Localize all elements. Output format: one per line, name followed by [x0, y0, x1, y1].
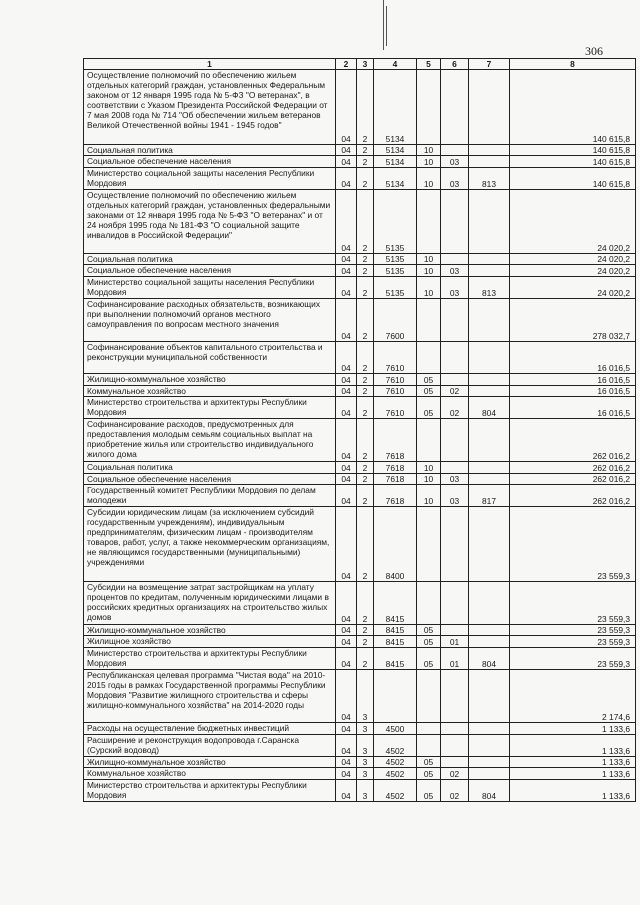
- row-code-cell: 04: [336, 341, 357, 374]
- row-sum-cell: 24 020,2: [510, 265, 636, 277]
- table-row: [84, 779, 636, 801]
- row-code-cell: 2: [357, 298, 374, 341]
- row-code-cell: [441, 253, 469, 265]
- row-code-cell: [441, 419, 469, 462]
- row-code-cell: 4502: [374, 734, 417, 756]
- row-code-cell: 7610: [374, 374, 417, 386]
- row-code-cell: 04: [336, 507, 357, 582]
- row-sum-cell: 2 174,6: [510, 669, 636, 723]
- row-code-cell: 7610: [374, 397, 417, 419]
- row-code-cell: [441, 374, 469, 386]
- row-code-cell: [417, 189, 441, 253]
- row-sum-cell: 262 016,2: [510, 419, 636, 462]
- row-code-cell: 7618: [374, 485, 417, 507]
- row-code-cell: 5134: [374, 156, 417, 168]
- row-name-cell: Министерство социальной защиты населения Республики Мордовия: [84, 276, 336, 298]
- row-code-cell: 4502: [374, 768, 417, 780]
- row-code-cell: 3: [357, 734, 374, 756]
- row-code-cell: 04: [336, 397, 357, 419]
- row-code-cell: [469, 265, 510, 277]
- row-code-cell: [417, 669, 441, 723]
- row-code-cell: [374, 669, 417, 723]
- row-name-cell: Жилищно-коммунальное хозяйство: [84, 374, 336, 386]
- row-code-cell: 05: [417, 768, 441, 780]
- row-code-cell: 02: [441, 779, 469, 801]
- row-code-cell: [469, 156, 510, 168]
- row-code-cell: 10: [417, 265, 441, 277]
- table-row: [84, 156, 636, 168]
- row-code-cell: [469, 298, 510, 341]
- row-code-cell: 7618: [374, 462, 417, 474]
- row-code-cell: 05: [417, 374, 441, 386]
- row-code-cell: 8415: [374, 647, 417, 669]
- row-name-cell: Расширение и реконструкция водопровода г.Саранска (Сурский водовод): [84, 734, 336, 756]
- table-row: [84, 734, 636, 756]
- budget-table: [83, 58, 636, 802]
- row-code-cell: 05: [417, 397, 441, 419]
- row-code-cell: 03: [441, 276, 469, 298]
- row-code-cell: [469, 462, 510, 474]
- row-code-cell: 2: [357, 156, 374, 168]
- row-name-cell: Субсидии юридическим лицам (за исключением субсидий государственным учреждениям), индивидуальным предпринимателям, физическим лицам - производителям товаров, работ, услуг, а также некоммерческим организациям, не являющимся государственными (муниципальными) учреждениями: [84, 507, 336, 582]
- row-code-cell: 2: [357, 70, 374, 145]
- table-row: [84, 298, 636, 341]
- row-code-cell: 7600: [374, 298, 417, 341]
- row-code-cell: 10: [417, 253, 441, 265]
- row-code-cell: 04: [336, 253, 357, 265]
- row-code-cell: 5135: [374, 253, 417, 265]
- row-sum-cell: 23 559,3: [510, 507, 636, 582]
- row-code-cell: 2: [357, 485, 374, 507]
- row-code-cell: [441, 734, 469, 756]
- row-sum-cell: 1 133,6: [510, 756, 636, 768]
- row-code-cell: 04: [336, 669, 357, 723]
- row-sum-cell: 140 615,8: [510, 156, 636, 168]
- row-name-cell: Осуществление полномочий по обеспечению жильем отдельных категорий граждан, установленных Федеральным законом от 12 января 1995 года № 5-ФЗ "О ветеранах", в соответствии с Указом Президента Российской Федерации от 7 мая 2008 года № 714 "Об обеспечении жильем ветеранов Великой Отечественной войны 1941 - 1945 годов": [84, 70, 336, 145]
- row-code-cell: [469, 624, 510, 636]
- row-code-cell: 2: [357, 253, 374, 265]
- row-code-cell: [441, 341, 469, 374]
- row-code-cell: [469, 253, 510, 265]
- row-code-cell: [469, 756, 510, 768]
- table-row: [84, 144, 636, 156]
- row-code-cell: [417, 734, 441, 756]
- row-code-cell: [441, 581, 469, 624]
- row-sum-cell: 262 016,2: [510, 473, 636, 485]
- row-code-cell: 04: [336, 636, 357, 648]
- row-code-cell: 03: [441, 156, 469, 168]
- row-name-cell: Жилищно-коммунальное хозяйство: [84, 624, 336, 636]
- row-sum-cell: 24 020,2: [510, 189, 636, 253]
- row-code-cell: 04: [336, 156, 357, 168]
- row-sum-cell: 23 559,3: [510, 624, 636, 636]
- row-code-cell: 04: [336, 768, 357, 780]
- row-code-cell: 04: [336, 70, 357, 145]
- row-code-cell: 10: [417, 462, 441, 474]
- row-sum-cell: 1 133,6: [510, 779, 636, 801]
- row-code-cell: 2: [357, 647, 374, 669]
- row-code-cell: 5135: [374, 189, 417, 253]
- row-code-cell: 04: [336, 144, 357, 156]
- table-row: [84, 624, 636, 636]
- row-sum-cell: 23 559,3: [510, 636, 636, 648]
- row-sum-cell: 24 020,2: [510, 276, 636, 298]
- table-row: [84, 473, 636, 485]
- row-code-cell: 2: [357, 374, 374, 386]
- row-code-cell: 5134: [374, 70, 417, 145]
- row-code-cell: [417, 419, 441, 462]
- row-code-cell: 04: [336, 419, 357, 462]
- row-code-cell: 2: [357, 624, 374, 636]
- row-name-cell: Министерство строительства и архитектуры Республики Мордовия: [84, 397, 336, 419]
- row-code-cell: 04: [336, 462, 357, 474]
- row-code-cell: [469, 189, 510, 253]
- row-code-cell: [469, 341, 510, 374]
- row-name-cell: Субсидии на возмещение затрат застройщикам на уплату процентов по кредитам, полученным юридическими лицами в российских кредитных организациях на строительство жилых домов: [84, 581, 336, 624]
- row-sum-cell: 16 016,5: [510, 385, 636, 397]
- row-code-cell: 2: [357, 581, 374, 624]
- row-code-cell: [469, 385, 510, 397]
- row-code-cell: 05: [417, 636, 441, 648]
- page-number: 306: [585, 44, 603, 58]
- table-row: [84, 189, 636, 253]
- row-code-cell: 10: [417, 167, 441, 189]
- row-name-cell: Республиканская целевая программа "Чистая вода" на 2010-2015 годы в рамках Государственной программы Республики Мордовия "Развитие жилищного строительства и сферы жилищно-коммунального хозяйства" на 2014-2020 годы: [84, 669, 336, 723]
- row-code-cell: 3: [357, 756, 374, 768]
- row-code-cell: 5135: [374, 276, 417, 298]
- row-code-cell: 04: [336, 647, 357, 669]
- table-row: [84, 581, 636, 624]
- row-sum-cell: 16 016,5: [510, 341, 636, 374]
- row-code-cell: 02: [441, 768, 469, 780]
- row-code-cell: 2: [357, 385, 374, 397]
- row-code-cell: [417, 341, 441, 374]
- row-code-cell: [417, 581, 441, 624]
- row-name-cell: Министерство социальной защиты населения Республики Мордовия: [84, 167, 336, 189]
- row-code-cell: 10: [417, 156, 441, 168]
- table-row: [84, 636, 636, 648]
- stamp-mark: [386, 6, 387, 46]
- row-code-cell: 05: [417, 647, 441, 669]
- row-code-cell: 4500: [374, 723, 417, 735]
- table-row: [84, 669, 636, 723]
- row-name-cell: Софинансирование расходных обязательств, возникающих при выполнении полномочий органов местного самоуправления по вопросам местного значения: [84, 298, 336, 341]
- row-code-cell: [469, 70, 510, 145]
- row-code-cell: 05: [417, 624, 441, 636]
- column-header: 8: [510, 59, 636, 70]
- row-code-cell: [441, 507, 469, 582]
- row-code-cell: 04: [336, 167, 357, 189]
- row-code-cell: 813: [469, 167, 510, 189]
- column-header: 4: [374, 59, 417, 70]
- row-sum-cell: 140 615,8: [510, 70, 636, 145]
- row-sum-cell: 24 020,2: [510, 253, 636, 265]
- table-row: [84, 276, 636, 298]
- row-code-cell: 3: [357, 723, 374, 735]
- row-sum-cell: 278 032,7: [510, 298, 636, 341]
- row-code-cell: 2: [357, 462, 374, 474]
- row-code-cell: 4502: [374, 779, 417, 801]
- table-row: [84, 507, 636, 582]
- row-code-cell: 2: [357, 419, 374, 462]
- row-code-cell: 04: [336, 485, 357, 507]
- row-code-cell: 04: [336, 276, 357, 298]
- row-code-cell: 2: [357, 189, 374, 253]
- column-header: 3: [357, 59, 374, 70]
- row-code-cell: 04: [336, 756, 357, 768]
- row-code-cell: 03: [441, 167, 469, 189]
- row-code-cell: 04: [336, 734, 357, 756]
- row-name-cell: Министерство строительства и архитектуры Республики Мордовия: [84, 779, 336, 801]
- table-row: [84, 419, 636, 462]
- table-row: [84, 167, 636, 189]
- row-code-cell: 2: [357, 265, 374, 277]
- table-row: [84, 265, 636, 277]
- row-name-cell: Осуществление полномочий по обеспечению жильем отдельных категорий граждан, установленных федеральными законами от 12 января 1995 года № 5-ФЗ "О ветеранах" и от 24 ноября 1995 года № 181-ФЗ "О социальной защите инвалидов в Российской Федерации": [84, 189, 336, 253]
- row-code-cell: 3: [357, 768, 374, 780]
- row-code-cell: 04: [336, 779, 357, 801]
- row-sum-cell: 1 133,6: [510, 734, 636, 756]
- row-code-cell: [469, 581, 510, 624]
- table-row: [84, 756, 636, 768]
- row-code-cell: 2: [357, 636, 374, 648]
- row-sum-cell: 23 559,3: [510, 647, 636, 669]
- row-code-cell: [417, 507, 441, 582]
- row-code-cell: 02: [441, 397, 469, 419]
- stamp-mark: [383, 0, 384, 50]
- table-row: [84, 462, 636, 474]
- column-header: 5: [417, 59, 441, 70]
- row-code-cell: [417, 298, 441, 341]
- row-name-cell: Коммунальное хозяйство: [84, 385, 336, 397]
- row-name-cell: Социальное обеспечение населения: [84, 265, 336, 277]
- row-code-cell: 05: [417, 779, 441, 801]
- row-name-cell: Социальная политика: [84, 253, 336, 265]
- row-code-cell: 5135: [374, 265, 417, 277]
- row-code-cell: 03: [441, 265, 469, 277]
- row-code-cell: [441, 756, 469, 768]
- row-sum-cell: 262 016,2: [510, 485, 636, 507]
- row-code-cell: [441, 70, 469, 145]
- row-code-cell: [441, 189, 469, 253]
- row-code-cell: [469, 473, 510, 485]
- row-code-cell: 8415: [374, 624, 417, 636]
- row-sum-cell: 140 615,8: [510, 144, 636, 156]
- row-code-cell: 05: [417, 385, 441, 397]
- row-code-cell: 2: [357, 473, 374, 485]
- row-code-cell: 10: [417, 144, 441, 156]
- column-header: 6: [441, 59, 469, 70]
- row-sum-cell: 1 133,6: [510, 768, 636, 780]
- column-header: 1: [84, 59, 336, 70]
- row-sum-cell: 16 016,5: [510, 374, 636, 386]
- table-row: [84, 485, 636, 507]
- column-header: 7: [469, 59, 510, 70]
- row-code-cell: 10: [417, 276, 441, 298]
- row-name-cell: Социальная политика: [84, 144, 336, 156]
- row-code-cell: 7618: [374, 419, 417, 462]
- row-code-cell: 8400: [374, 507, 417, 582]
- row-code-cell: [469, 374, 510, 386]
- row-name-cell: Софинансирование расходов, предусмотренных для предоставления молодым семьям социальных выплат на приобретение жилья или строительство индивидуального жилого дома: [84, 419, 336, 462]
- row-sum-cell: 23 559,3: [510, 581, 636, 624]
- row-name-cell: Социальное обеспечение населения: [84, 473, 336, 485]
- column-header: 2: [336, 59, 357, 70]
- row-code-cell: 10: [417, 473, 441, 485]
- row-code-cell: 03: [441, 473, 469, 485]
- row-code-cell: 3: [357, 779, 374, 801]
- row-code-cell: 804: [469, 647, 510, 669]
- row-name-cell: Софинансирование объектов капитального строительства и реконструкции муниципальной собственности: [84, 341, 336, 374]
- row-code-cell: 04: [336, 624, 357, 636]
- row-code-cell: [441, 462, 469, 474]
- row-code-cell: 04: [336, 265, 357, 277]
- row-name-cell: Жилищное хозяйство: [84, 636, 336, 648]
- row-sum-cell: 1 133,6: [510, 723, 636, 735]
- table-row: [84, 397, 636, 419]
- row-code-cell: 804: [469, 779, 510, 801]
- row-code-cell: 7610: [374, 341, 417, 374]
- row-code-cell: 817: [469, 485, 510, 507]
- row-name-cell: Коммунальное хозяйство: [84, 768, 336, 780]
- row-code-cell: 2: [357, 341, 374, 374]
- row-code-cell: 04: [336, 374, 357, 386]
- row-code-cell: [469, 669, 510, 723]
- row-code-cell: 804: [469, 397, 510, 419]
- row-code-cell: [469, 734, 510, 756]
- row-code-cell: 04: [336, 298, 357, 341]
- row-name-cell: Государственный комитет Республики Мордовия по делам молодежи: [84, 485, 336, 507]
- row-code-cell: 04: [336, 189, 357, 253]
- table-row: [84, 768, 636, 780]
- row-code-cell: 04: [336, 723, 357, 735]
- row-code-cell: 04: [336, 473, 357, 485]
- row-code-cell: 2: [357, 144, 374, 156]
- row-code-cell: 8415: [374, 636, 417, 648]
- row-code-cell: [469, 144, 510, 156]
- row-code-cell: [441, 144, 469, 156]
- row-code-cell: [469, 723, 510, 735]
- table-row: [84, 647, 636, 669]
- row-code-cell: 5134: [374, 167, 417, 189]
- row-code-cell: 02: [441, 385, 469, 397]
- row-code-cell: 5134: [374, 144, 417, 156]
- row-sum-cell: 262 016,2: [510, 462, 636, 474]
- row-code-cell: 8415: [374, 581, 417, 624]
- row-code-cell: [469, 419, 510, 462]
- row-code-cell: 7618: [374, 473, 417, 485]
- row-code-cell: 2: [357, 167, 374, 189]
- row-code-cell: 04: [336, 581, 357, 624]
- row-code-cell: 2: [357, 276, 374, 298]
- table-row: [84, 70, 636, 145]
- row-code-cell: 2: [357, 397, 374, 419]
- row-code-cell: [469, 768, 510, 780]
- row-code-cell: [441, 723, 469, 735]
- row-code-cell: 04: [336, 385, 357, 397]
- row-code-cell: 10: [417, 485, 441, 507]
- table-header-row: [84, 59, 636, 70]
- row-code-cell: [469, 636, 510, 648]
- table-row: [84, 723, 636, 735]
- table-row: [84, 341, 636, 374]
- row-code-cell: [469, 507, 510, 582]
- row-name-cell: Расходы на осуществление бюджетных инвестиций: [84, 723, 336, 735]
- row-code-cell: 01: [441, 636, 469, 648]
- row-code-cell: [441, 298, 469, 341]
- row-code-cell: 3: [357, 669, 374, 723]
- row-name-cell: Жилищно-коммунальное хозяйство: [84, 756, 336, 768]
- row-code-cell: 01: [441, 647, 469, 669]
- row-code-cell: 05: [417, 756, 441, 768]
- row-code-cell: [417, 723, 441, 735]
- row-code-cell: 813: [469, 276, 510, 298]
- table-row: [84, 385, 636, 397]
- row-code-cell: [417, 70, 441, 145]
- row-code-cell: 2: [357, 507, 374, 582]
- row-code-cell: 7610: [374, 385, 417, 397]
- row-name-cell: Социальная политика: [84, 462, 336, 474]
- row-code-cell: [441, 669, 469, 723]
- row-name-cell: Социальное обеспечение населения: [84, 156, 336, 168]
- row-code-cell: 03: [441, 485, 469, 507]
- row-code-cell: 4502: [374, 756, 417, 768]
- row-name-cell: Министерство строительства и архитектуры Республики Мордовия: [84, 647, 336, 669]
- table-row: [84, 374, 636, 386]
- row-code-cell: [441, 624, 469, 636]
- table-row: [84, 253, 636, 265]
- row-sum-cell: 16 016,5: [510, 397, 636, 419]
- row-sum-cell: 140 615,8: [510, 167, 636, 189]
